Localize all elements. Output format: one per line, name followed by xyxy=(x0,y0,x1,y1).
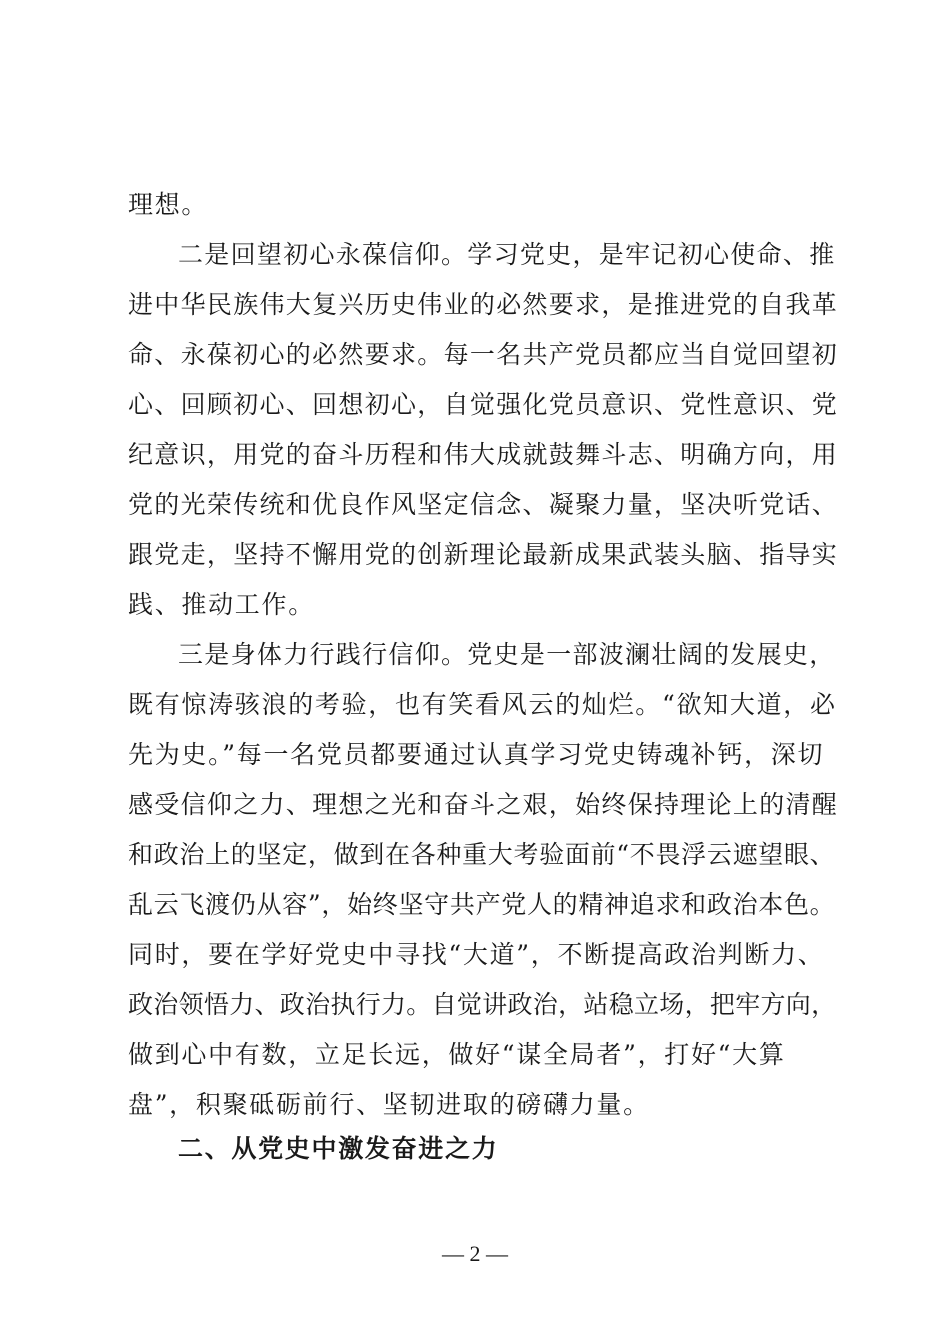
page-number: — 2 — xyxy=(442,1241,508,1266)
paragraph xyxy=(128,230,838,630)
text-line: 做到心中有数，立足长远，做好“谋全局者”，打好“大算 xyxy=(128,1040,786,1069)
text-line: 感受信仰之力、理想之光和奋斗之艰，始终保持理论上的清醒 xyxy=(128,790,839,819)
text-line: 纪意识，用党的奋斗历程和伟大成就鼓舞斗志、明确方向，用 xyxy=(128,440,839,469)
text-line: 乱云飞渡仍从容”，始终坚守共产党人的精神追求和政治本色。 xyxy=(128,890,836,919)
text-line: 心、回顾初心、回想初心，自觉强化党员意识、党性意识、党 xyxy=(128,390,839,419)
text-line: 既有惊涛骇浪的考验，也有笑看风云的灿烂。“欲知大道，必 xyxy=(128,690,837,719)
section-heading: 二、从党史中激发奋进之力 xyxy=(178,1134,499,1163)
paragraph xyxy=(128,180,838,230)
text-line: 政治领悟力、政治执行力。自觉讲政治，站稳立场，把牢方向， xyxy=(128,990,837,1019)
text-line: 二是回望初心永葆信仰。学习党史，是牢记初心使命、推 xyxy=(178,240,836,269)
text-line: 践、推动工作。 xyxy=(128,590,315,619)
text-line: 命、永葆初心的必然要求。每一名共产党员都应当自觉回望初 xyxy=(128,340,839,369)
text-line: 党的光荣传统和优良作风坚定信念、凝聚力量，坚决听党话、 xyxy=(128,490,839,519)
text-line: 三是身体力行践行信仰。党史是一部波澜壮阔的发展史， xyxy=(178,640,836,669)
document-body xyxy=(128,180,838,1130)
text-line: 先为史。”每一名党员都要通过认真学习党史铸魂补钙，深切 xyxy=(128,740,825,769)
text-line: 理想。 xyxy=(128,190,209,219)
text-line: 跟党走，坚持不懈用党的创新理论最新成果武装头脑、指导实 xyxy=(128,540,839,569)
text-line: 进中华民族伟大复兴历史伟业的必然要求，是推进党的自我革 xyxy=(128,290,839,319)
text-line: 同时，要在学好党史中寻找“大道”，不断提高政治判断力、 xyxy=(128,940,825,969)
text-line: 盘”，积聚砥砺前行、坚韧进取的磅礴力量。 xyxy=(128,1090,650,1119)
text-line: 和政治上的坚定，做到在各种重大考验面前“不畏浮云遮望眼、 xyxy=(128,840,836,869)
paragraph xyxy=(128,630,838,1130)
